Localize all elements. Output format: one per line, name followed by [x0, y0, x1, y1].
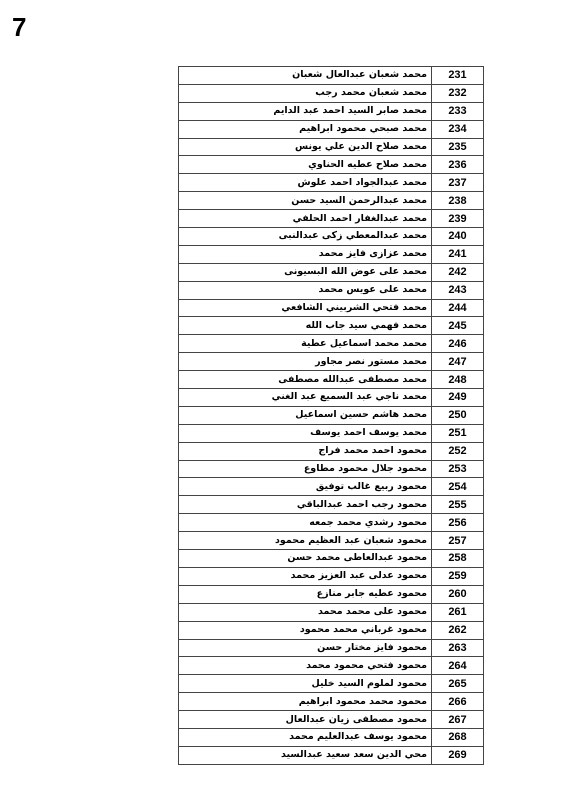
row-number-cell: 252 — [432, 442, 484, 460]
row-name-cell: محمد مصطفى عبدالله مصطفى — [179, 371, 432, 389]
table-row — [179, 174, 484, 192]
table-row — [179, 514, 484, 532]
row-name-cell: محمود لملوم السيد خليل — [179, 675, 432, 693]
row-name-cell: محمد هاشم حسين اسماعيل — [179, 406, 432, 424]
row-number-cell: 253 — [432, 460, 484, 478]
table-row — [179, 711, 484, 729]
row-name-cell: محمد صلاح عطيه الحناوي — [179, 156, 432, 174]
row-number-cell: 240 — [432, 228, 484, 246]
row-name-cell: محمد عبدالغفار احمد الحلفي — [179, 210, 432, 228]
row-name-cell: محمود رجب احمد عبدالباقي — [179, 496, 432, 514]
row-number-cell: 268 — [432, 728, 484, 746]
row-name-cell: محمد عبدالجواد احمد علوش — [179, 174, 432, 192]
table-row — [179, 138, 484, 156]
table-row — [179, 192, 484, 210]
table-row — [179, 299, 484, 317]
row-number-cell: 246 — [432, 335, 484, 353]
table-row — [179, 156, 484, 174]
table-row — [179, 460, 484, 478]
row-name-cell: محمود احمد محمد فراج — [179, 442, 432, 460]
row-number-cell: 232 — [432, 84, 484, 102]
row-number-cell: 250 — [432, 406, 484, 424]
table-row — [179, 84, 484, 102]
row-name-cell: محمد مستور نصر مجاور — [179, 353, 432, 371]
row-name-cell: محمد فهمي سيد جاب الله — [179, 317, 432, 335]
table-row — [179, 532, 484, 550]
row-number-cell: 248 — [432, 371, 484, 389]
row-number-cell: 259 — [432, 567, 484, 585]
table-row — [179, 317, 484, 335]
row-number-cell: 255 — [432, 496, 484, 514]
row-number-cell: 261 — [432, 603, 484, 621]
table-row — [179, 567, 484, 585]
row-number-cell: 265 — [432, 675, 484, 693]
row-number-cell: 239 — [432, 210, 484, 228]
row-name-cell: محمد شعبان عبدالعال شعبان — [179, 67, 432, 85]
page-number: 7 — [12, 12, 27, 42]
table-row — [179, 102, 484, 120]
row-name-cell: محمد يوسف احمد يوسف — [179, 424, 432, 442]
row-name-cell: محمد محمد اسماعيل عطية — [179, 335, 432, 353]
table-row — [179, 585, 484, 603]
row-name-cell: محمد على عويس محمد — [179, 281, 432, 299]
table-row — [179, 746, 484, 764]
row-name-cell: محمد فتحي الشربيني الشافعي — [179, 299, 432, 317]
row-number-cell: 238 — [432, 192, 484, 210]
row-number-cell: 267 — [432, 711, 484, 729]
row-name-cell: محمد صلاح الدين علي يونس — [179, 138, 432, 156]
row-number-cell: 254 — [432, 478, 484, 496]
row-number-cell: 237 — [432, 174, 484, 192]
row-number-cell: 263 — [432, 639, 484, 657]
row-number-cell: 260 — [432, 585, 484, 603]
row-number-cell: 231 — [432, 67, 484, 85]
table-row — [179, 621, 484, 639]
table-row — [179, 210, 484, 228]
table-row — [179, 67, 484, 85]
table-row — [179, 496, 484, 514]
row-number-cell: 242 — [432, 263, 484, 281]
table-row — [179, 371, 484, 389]
row-name-cell: محمود مصطفى زيان عبدالعال — [179, 711, 432, 729]
row-name-cell: محمود ربيع غالب توفيق — [179, 478, 432, 496]
row-name-cell: محمود يوسف عبدالعليم محمد — [179, 728, 432, 746]
row-number-cell: 234 — [432, 120, 484, 138]
table-row — [179, 550, 484, 568]
row-number-cell: 245 — [432, 317, 484, 335]
table-row — [179, 389, 484, 407]
table-row — [179, 693, 484, 711]
row-number-cell: 256 — [432, 514, 484, 532]
row-name-cell: محمود على محمد محمد — [179, 603, 432, 621]
table-row — [179, 657, 484, 675]
table-row — [179, 478, 484, 496]
row-number-cell: 241 — [432, 245, 484, 263]
table-row — [179, 335, 484, 353]
row-name-cell: محمد صابر السيد احمد عبد الدايم — [179, 102, 432, 120]
row-name-cell: محمد عزازى فايز محمد — [179, 245, 432, 263]
row-number-cell: 244 — [432, 299, 484, 317]
table-row — [179, 675, 484, 693]
table-row — [179, 281, 484, 299]
row-name-cell: محمود جلال محمود مطاوع — [179, 460, 432, 478]
row-number-cell: 262 — [432, 621, 484, 639]
row-name-cell: محمد على عوض الله البسيونى — [179, 263, 432, 281]
row-number-cell: 258 — [432, 550, 484, 568]
names-table — [178, 66, 484, 765]
row-number-cell: 266 — [432, 693, 484, 711]
table-row — [179, 406, 484, 424]
row-name-cell: محمود محمد محمود ابراهيم — [179, 693, 432, 711]
row-number-cell: 235 — [432, 138, 484, 156]
row-name-cell: محمد ناجي عبد السميع عبد الغني — [179, 389, 432, 407]
table-row — [179, 353, 484, 371]
row-name-cell: محمود عطيه جابر منازع — [179, 585, 432, 603]
row-name-cell: محمود فتحي محمود محمد — [179, 657, 432, 675]
row-name-cell: محمود شعبان عبد العظيم محمود — [179, 532, 432, 550]
row-name-cell: محمد صبحي محمود ابراهيم — [179, 120, 432, 138]
names-table-body — [179, 67, 484, 765]
row-number-cell: 247 — [432, 353, 484, 371]
row-number-cell: 249 — [432, 389, 484, 407]
row-number-cell: 269 — [432, 746, 484, 764]
row-name-cell: محمد عبدالرحمن السيد حسن — [179, 192, 432, 210]
row-number-cell: 233 — [432, 102, 484, 120]
table-row — [179, 120, 484, 138]
row-name-cell: محمد شعبان محمد رجب — [179, 84, 432, 102]
row-name-cell: محمود رشدي محمد جمعه — [179, 514, 432, 532]
row-number-cell: 251 — [432, 424, 484, 442]
row-number-cell: 257 — [432, 532, 484, 550]
row-name-cell: محمود عبدالعاطى محمد حسن — [179, 550, 432, 568]
row-number-cell: 264 — [432, 657, 484, 675]
table-row — [179, 263, 484, 281]
table-row — [179, 424, 484, 442]
table-row — [179, 228, 484, 246]
row-number-cell: 243 — [432, 281, 484, 299]
row-number-cell: 236 — [432, 156, 484, 174]
table-row — [179, 603, 484, 621]
table-row — [179, 639, 484, 657]
row-name-cell: محمود فايز مختار حسن — [179, 639, 432, 657]
row-name-cell: محمود غرباني محمد محمود — [179, 621, 432, 639]
table-row — [179, 245, 484, 263]
table-row — [179, 442, 484, 460]
row-name-cell: محمد عبدالمعطي زكى عبدالنبى — [179, 228, 432, 246]
row-name-cell: محي الدين سعد سعيد عبدالسيد — [179, 746, 432, 764]
table-row — [179, 728, 484, 746]
row-name-cell: محمود عدلى عبد العزيز محمد — [179, 567, 432, 585]
